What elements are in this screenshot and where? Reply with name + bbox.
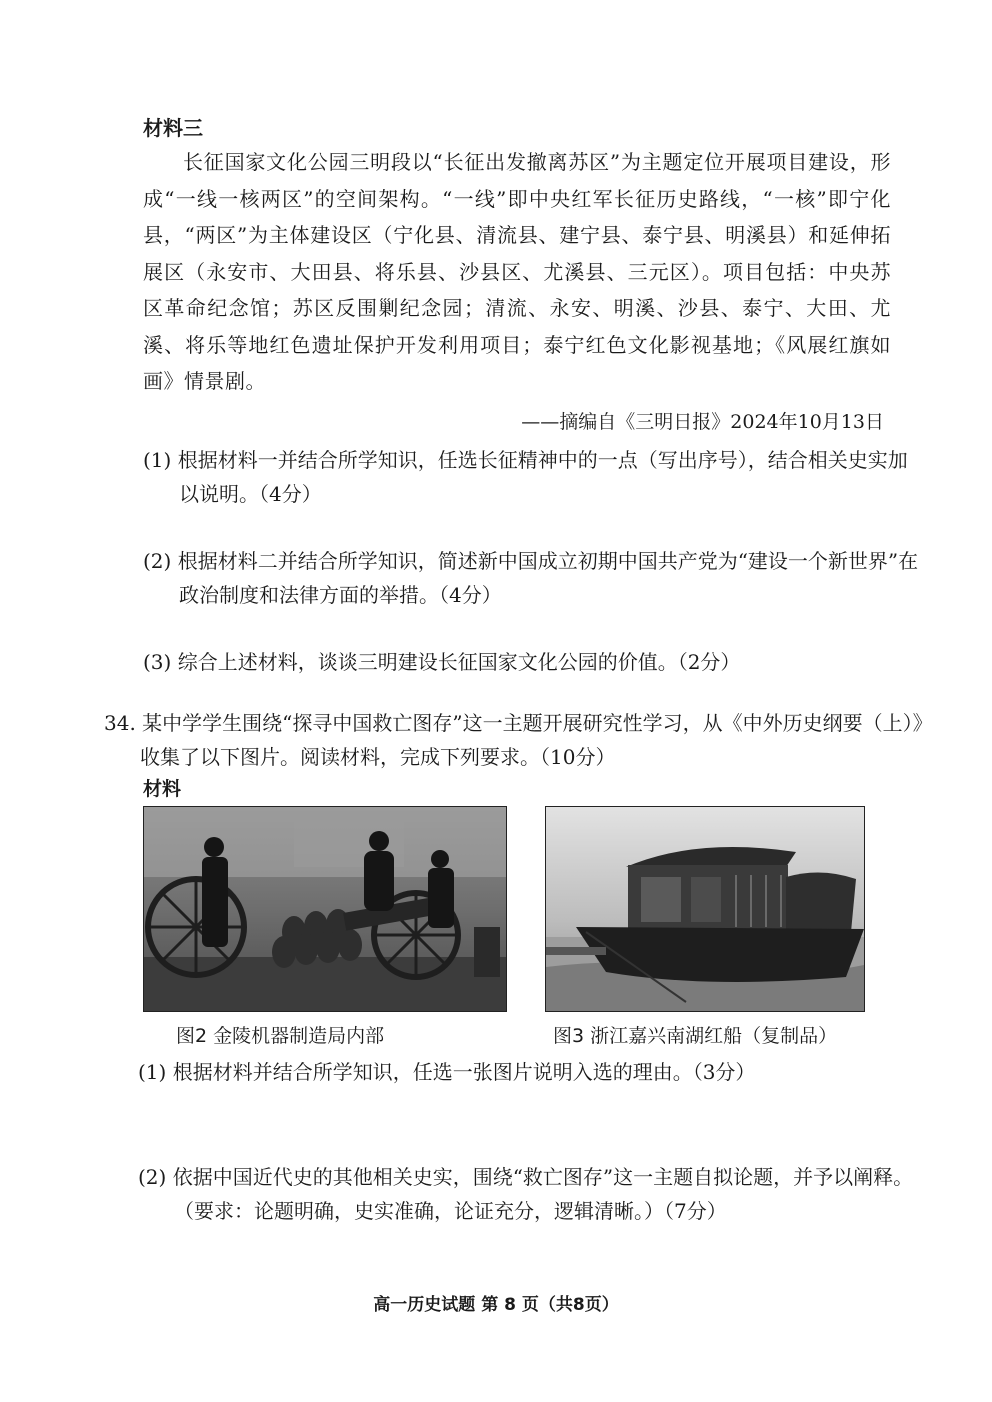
figure3-caption: 图3 浙江嘉兴南湖红船（复制品） [553,1025,838,1047]
material-three-paragraph: 长征国家文化公园三明段以“长征出发撤离苏区”为主题定位开展项目建设，形成“一线一核两区”的空间架构。“一线”即中央红军长征历史路线，“一核”即宁化县，“两区”为主体建设区（宁化县、清流县、建宁县、泰宁县、明溪县）和延伸拓展区（永安市、大田县、将乐县、沙县区、尤溪县、三元区）。项目包括：中央苏区革命纪念馆；苏区反围剿纪念园；清流、永安、明溪、沙县、泰宁、大田、尤溪、将乐等地红色遗址保护开发利用项目；泰宁红色文化影视基地；《风展红旗如画》情景剧。 [143,150,891,393]
q33-sub1 [143,443,927,511]
q33-sub2-number: (2) [143,549,172,573]
q34-sub1-text: 根据材料并结合所学知识，任选一张图片说明入选的理由。（3分） [172,1060,756,1084]
q33-sub1-number: (1) [143,448,172,472]
q33-sub2 [143,544,927,612]
q34-sub2-text: 依据中国近代史的其他相关史实，围绕“救亡图存”这一主题自拟论题，并予以阐释。（要求：论题明确，史实准确，论证充分，逻辑清晰。）（7分） [172,1165,914,1223]
page-footer: 高一历史试题 第 8 页（共8页） [373,1295,619,1315]
q34-stem-text: 某中学学生围绕“探寻中国救亡图存”这一主题开展研究性学习，从《中外历史纲要（上）》收集了以下图片。阅读材料，完成下列要求。（10分） [140,711,923,769]
figure-red-boat [545,806,865,1012]
q34-number: 34. [104,711,136,735]
q33-sub3-number: (3) [143,650,172,674]
q34-sub1-number: (1) [138,1060,167,1084]
q34-material-label: 材料 [143,778,182,800]
q33-sub3 [143,645,927,679]
q34-sub2 [138,1160,922,1228]
figure2-caption: 图2 金陵机器制造局内部 [176,1025,385,1047]
q34-sub2-number: (2) [138,1165,167,1189]
material-three-heading: 材料三 [143,116,203,140]
q34-stem [104,706,930,774]
photo-jinling-arsenal [144,807,506,1011]
material-three-source: ——摘编自《三明日报》2024年10月13日 [521,411,884,433]
q33-sub3-text: 综合上述材料，谈谈三明建设长征国家文化公园的价值。（2分） [177,650,741,674]
q34-sub1 [138,1055,922,1089]
q33-sub2-text: 根据材料二并结合所学知识，简述新中国成立初期中国共产党为“建设一个新世界”在政治制度和法律方面的举措。（4分） [177,549,919,607]
photo-red-boat [546,807,864,1011]
q33-sub1-text: 根据材料一并结合所学知识，任选长征精神中的一点（写出序号），结合相关史实加以说明。（4分） [177,448,908,506]
figure-jinling-arsenal [143,806,507,1012]
